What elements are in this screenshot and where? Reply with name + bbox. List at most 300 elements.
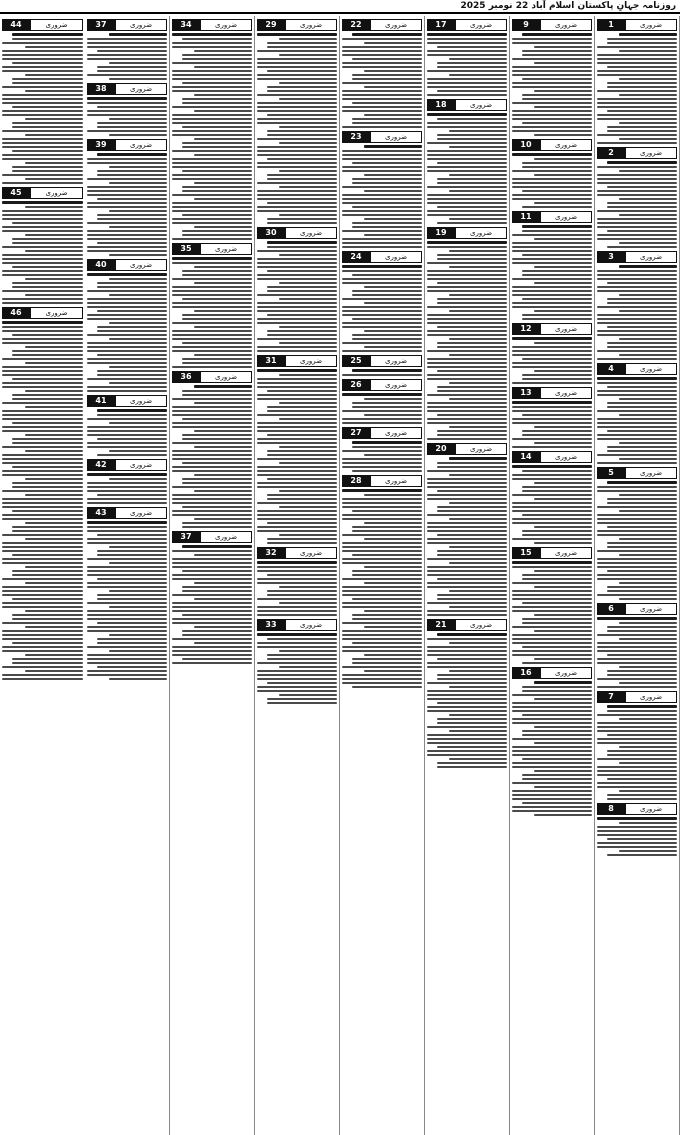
text-line [597,462,677,464]
text-line [522,618,592,620]
text-line [172,210,252,212]
notice-number: 46 [2,307,30,319]
notice-label: ضروری [200,531,252,543]
text-line [619,310,677,312]
text-line [437,678,507,680]
text-line [109,33,167,36]
text-line [2,226,83,228]
text-line [352,182,422,184]
text-line [342,594,422,596]
notice-header [87,83,167,95]
text-line [437,342,507,344]
text-line [364,522,422,524]
text-line [97,198,167,200]
column-4 [340,16,425,1135]
text-line [257,662,337,664]
notice-number: 12 [512,323,540,335]
text-line [607,542,677,544]
text-line [87,110,167,112]
text-line [12,438,83,440]
text-line [427,350,507,352]
text-line [352,58,422,60]
text-line [257,386,337,388]
text-line [512,246,592,248]
notice-label: ضروری [285,619,337,631]
text-line [427,170,507,172]
text-line [257,430,337,432]
text-line [279,446,337,448]
text-line [194,198,252,200]
text-line [512,198,592,200]
text-line [352,74,422,76]
notice-text [87,521,167,680]
text-line [2,382,83,384]
text-line [97,153,167,156]
text-line [437,434,507,436]
text-line [194,598,252,600]
text-line [182,342,252,344]
text-line [427,646,507,648]
text-line [87,97,167,100]
text-line [427,418,507,420]
notice-number: 1 [597,19,625,31]
notice-11 [512,211,592,320]
text-line [257,150,337,152]
text-line [172,78,252,80]
text-line [607,778,677,780]
text-line [267,178,337,180]
text-line [12,126,83,128]
text-line [449,146,507,148]
text-line [97,494,167,496]
text-line [87,74,167,76]
text-line [597,650,677,652]
text-line [427,522,507,524]
text-line [619,33,677,36]
notice-number: 22 [342,19,370,31]
notice-text [87,97,167,136]
text-line [172,414,252,416]
text-line [279,98,337,100]
text-line [182,146,252,148]
text-line [522,534,592,536]
notice-header [597,147,677,159]
text-line [512,494,592,496]
text-line [109,322,167,324]
text-line [597,166,677,168]
text-line [25,162,83,164]
text-line [257,598,337,600]
text-line [257,306,337,308]
text-line [257,578,337,580]
text-line [182,482,252,484]
text-line [364,346,422,348]
text-line [2,262,83,264]
text-line [597,290,677,292]
text-line [522,54,592,56]
text-line [352,178,422,180]
text-line [2,274,83,276]
text-line [182,214,252,216]
text-line [25,626,83,628]
notice-4 [597,363,677,464]
text-line [109,278,167,280]
text-line [172,498,252,500]
text-line [97,218,167,220]
text-line [607,546,677,548]
text-line [427,314,507,316]
text-line [352,686,422,688]
text-line [607,161,677,164]
text-line [172,158,252,160]
text-line [257,530,337,532]
text-line [427,214,507,216]
text-line [172,366,252,368]
text-line [109,62,167,64]
text-line [342,518,422,520]
notice-24 [342,251,422,352]
text-line [342,558,422,560]
notice-header [342,131,422,143]
text-line [2,142,83,144]
text-line [109,478,167,480]
text-line [427,270,507,272]
text-line [619,138,677,140]
text-line [597,506,677,508]
text-line [97,370,167,372]
text-line [25,522,83,524]
text-line [87,426,167,428]
text-line [522,162,592,164]
text-line [12,394,83,396]
text-line [172,114,252,116]
text-line [427,654,507,656]
text-line [172,398,252,400]
text-line [25,610,83,612]
text-line [342,126,422,128]
text-line [182,434,252,436]
notice-text [2,321,83,680]
text-line [427,186,507,188]
text-line [257,646,337,648]
text-line [109,546,167,548]
text-line [512,722,592,724]
text-line [597,678,677,680]
text-line [87,290,167,292]
text-line [512,186,592,188]
text-line [182,362,252,364]
notice-number: 37 [87,19,115,31]
text-line [109,254,167,256]
text-line [25,278,83,280]
text-line [607,430,677,432]
text-line [172,350,252,352]
notice-header [512,19,592,31]
text-line [427,710,507,712]
text-line [512,262,592,264]
notice-header [597,803,677,815]
notice-header [342,379,422,391]
text-line [172,578,252,580]
text-line [597,534,677,536]
text-line [597,550,677,552]
text-line [279,506,337,508]
text-line [512,606,592,608]
text-line [522,414,592,416]
text-line [2,102,83,104]
text-line [342,342,422,344]
text-line [182,478,252,480]
notice-header [87,395,167,407]
text-line [257,33,337,36]
text-line [427,142,507,144]
notice-header [87,459,167,471]
text-line [194,518,252,520]
text-line [172,46,252,48]
text-line [182,142,252,144]
text-line [342,674,422,676]
text-line [2,458,83,460]
text-line [279,326,337,328]
text-line [25,494,83,496]
text-line [512,74,592,76]
text-line [597,766,677,768]
text-line [427,70,507,72]
text-line [25,566,83,568]
text-line [522,802,592,804]
text-line [352,446,422,448]
text-line [437,594,507,596]
text-line [512,510,592,512]
text-line [172,306,252,308]
text-line [342,98,422,100]
text-line [607,630,677,632]
text-line [182,570,252,572]
text-line [97,50,167,52]
text-line [597,330,677,332]
text-line [449,426,507,428]
text-line [2,218,83,220]
notice-label: ضروری [200,371,252,383]
text-line [449,518,507,520]
text-line [279,534,337,536]
text-line [512,594,592,596]
text-line [194,642,252,644]
text-line [342,606,422,608]
notice-label: ضروری [540,547,592,559]
notice-text [342,33,422,128]
text-line [512,610,592,612]
text-line [364,654,422,656]
text-line [352,658,422,660]
text-line [182,170,252,172]
column-6 [170,16,255,1135]
text-line [172,86,252,88]
text-line [607,705,677,708]
text-line [2,558,83,560]
text-line [12,282,83,284]
text-line [2,622,83,624]
notice-header [512,323,592,335]
text-line [522,230,592,232]
text-line [267,218,337,220]
text-line [267,90,337,92]
text-line [257,346,337,348]
text-line [2,321,83,324]
text-line [619,638,677,640]
text-line [172,174,252,176]
text-line [2,586,83,588]
text-line [512,794,592,796]
text-line [437,550,507,552]
text-line [597,134,677,136]
notice-text [512,153,592,208]
notice-39 [87,139,167,256]
text-line [597,642,677,644]
text-line [437,510,507,512]
text-line [427,54,507,56]
text-line [427,422,507,424]
text-line [352,102,422,104]
text-line [267,698,337,700]
text-line [97,594,167,596]
text-line [342,578,422,580]
text-line [449,266,507,268]
text-line [597,418,677,420]
text-line [427,478,507,480]
text-line [512,278,592,280]
text-line [512,446,592,448]
text-line [97,598,167,600]
text-line [342,46,422,48]
text-line [597,722,677,724]
notice-text [427,633,507,768]
text-line [87,614,167,616]
text-line [342,489,422,492]
text-line [522,774,592,776]
text-line [2,590,83,592]
text-line [194,154,252,156]
text-line [267,286,337,288]
notice-label: ضروری [285,355,337,367]
notice-label: ضروری [115,259,167,271]
text-line [512,82,592,84]
text-line [512,290,592,292]
text-line [512,110,592,112]
notice-text [257,369,337,544]
text-line [449,338,507,340]
text-line [597,842,677,844]
text-line [87,482,167,484]
text-line [597,142,677,144]
text-line [427,378,507,380]
notice-19 [427,227,507,440]
text-line [342,50,422,52]
text-line [257,210,337,212]
text-line [172,638,252,640]
text-line [2,246,83,248]
notice-label: ضروری [625,19,677,31]
text-line [182,545,252,548]
text-line [437,282,507,284]
text-line [172,178,252,180]
text-line [512,710,592,712]
text-line [534,586,592,588]
text-line [522,690,592,692]
text-line [597,530,677,532]
text-line [172,558,252,560]
text-line [12,222,83,224]
text-line [512,366,592,368]
text-line [2,462,83,464]
text-line [87,58,167,60]
notice-25 [342,355,422,376]
text-line [2,174,83,176]
notice-label: ضروری [115,395,167,407]
text-line [512,401,592,404]
text-line [342,462,422,464]
text-line [512,234,592,236]
text-line [87,473,167,476]
notice-36 [172,371,252,528]
notice-number: 23 [342,131,370,143]
text-line [449,398,507,400]
notice-label: ضروری [625,803,677,815]
notice-number: 17 [427,19,455,31]
text-line [534,426,592,428]
text-line [87,186,167,188]
text-line [437,118,507,120]
text-line [437,46,507,48]
text-line [364,145,422,148]
text-line [279,38,337,40]
text-line [619,746,677,748]
text-line [597,738,677,740]
text-line [427,122,507,124]
text-line [597,46,677,48]
text-line [257,606,337,608]
column-3 [425,16,510,1135]
notice-number: 30 [257,227,285,239]
text-line [342,678,422,680]
text-line [182,298,252,300]
text-line [87,418,167,420]
text-line [2,514,83,516]
text-line [87,566,167,568]
text-line [352,662,422,664]
text-line [597,426,677,428]
notice-number: 8 [597,803,625,815]
text-line [2,154,83,156]
notice-text [597,265,677,360]
text-line [12,422,83,424]
notice-header [342,251,422,263]
text-line [427,194,507,196]
text-line [257,338,337,340]
text-line [2,114,83,116]
text-line [87,246,167,248]
text-line [512,422,592,424]
text-line [2,201,83,204]
notice-number: 15 [512,547,540,559]
text-line [12,62,83,64]
notice-3 [597,251,677,360]
text-line [534,62,592,64]
text-line [512,650,592,652]
text-line [25,206,83,208]
text-line [109,210,167,212]
notice-header [172,19,252,31]
